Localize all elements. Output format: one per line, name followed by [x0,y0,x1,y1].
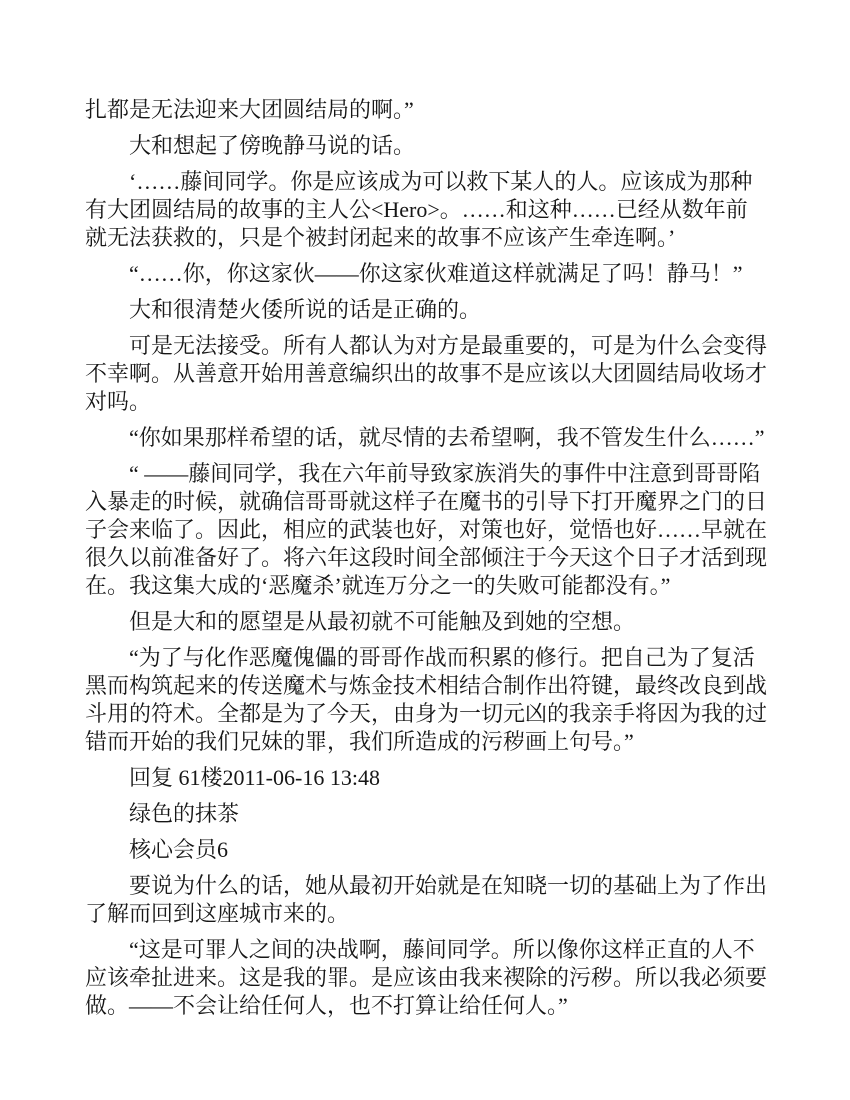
paragraph-dialogue-3: “ ——藤间同学，我在六年前导致家族消失的事件中注意到哥哥陷入暴走的时候，就确信哥哥就这样子在魔书的引导下打开魔界之门的日子会来临了。因此，相应的武装也好，对策也好，觉悟也好……早就在很久以前准备好了。将六年这段时间全部倾注于今天这个日子才活到现在。我这集大成的‘恶魔杀’就连万分之一的失败可能都没有。” [85,461,768,598]
paragraph-narration-4: 但是大和的愿望是从最初就不可能触及到她的空想。 [129,609,636,634]
paragraph-dialogue-1: “……你，你这家伙——你这家伙难道这样就满足了吗！静马！” [129,261,743,286]
paragraph-narration-1: 大和想起了傍晚静马说的话。 [129,133,416,158]
paragraph-narration-2: 大和很清楚火倭所说的话是正确的。 [129,297,482,322]
paragraph-continuation: 扎都是无法迎来大团圆结局的啊。” [85,97,414,122]
paragraph-dialogue-2: “你如果那样希望的话，就尽情的去希望啊，我不管发生什么……” [129,425,765,450]
user-level-line: 核心会员6 [129,837,229,862]
reply-meta-line: 回复 61楼2011-06-16 13:48 [129,765,380,790]
document-body [85,96,769,1028]
paragraph-narration-5: 要说为什么的话，她从最初开始就是在知晓一切的基础上为了作出了解而回到这座城市来的。 [85,873,768,926]
paragraph-dialogue-4: “为了与化作恶魔傀儡的哥哥作战而积累的修行。把自己为了复活黑而构筑起来的传送魔术与炼金技术相结合制作出符键，最终改良到战斗用的符术。全都是为了今天，由身为一切元凶的我亲手将因为我的过错而开始的我们兄妹的罪，我们所造成的污秽画上句号。” [85,645,768,754]
paragraph-dialogue-5: “这是可罪人之间的决战啊，藤间同学。所以像你这样正直的人不应该牵扯进来。这是我的罪。是应该由我来禊除的污秽。所以我必须要做。——不会让给任何人，也不打算让给任何人。” [85,937,768,1018]
username-line: 绿色的抹茶 [129,801,240,826]
paragraph-narration-3: 可是无法接受。所有人都认为对方是最重要的，可是为什么会变得不幸啊。从善意开始用善意编织出的故事不是应该以大团圆结局收场才对吗。 [85,333,768,414]
paragraph-quote-shizuma: ‘……藤间同学。你是应该成为可以救下某人的人。应该成为那种有大团圆结局的故事的主人公<Hero>。……和这种……已经从数年前就无法获救的，只是个被封闭起来的故事不应该产生牵连啊。’ [85,169,753,250]
